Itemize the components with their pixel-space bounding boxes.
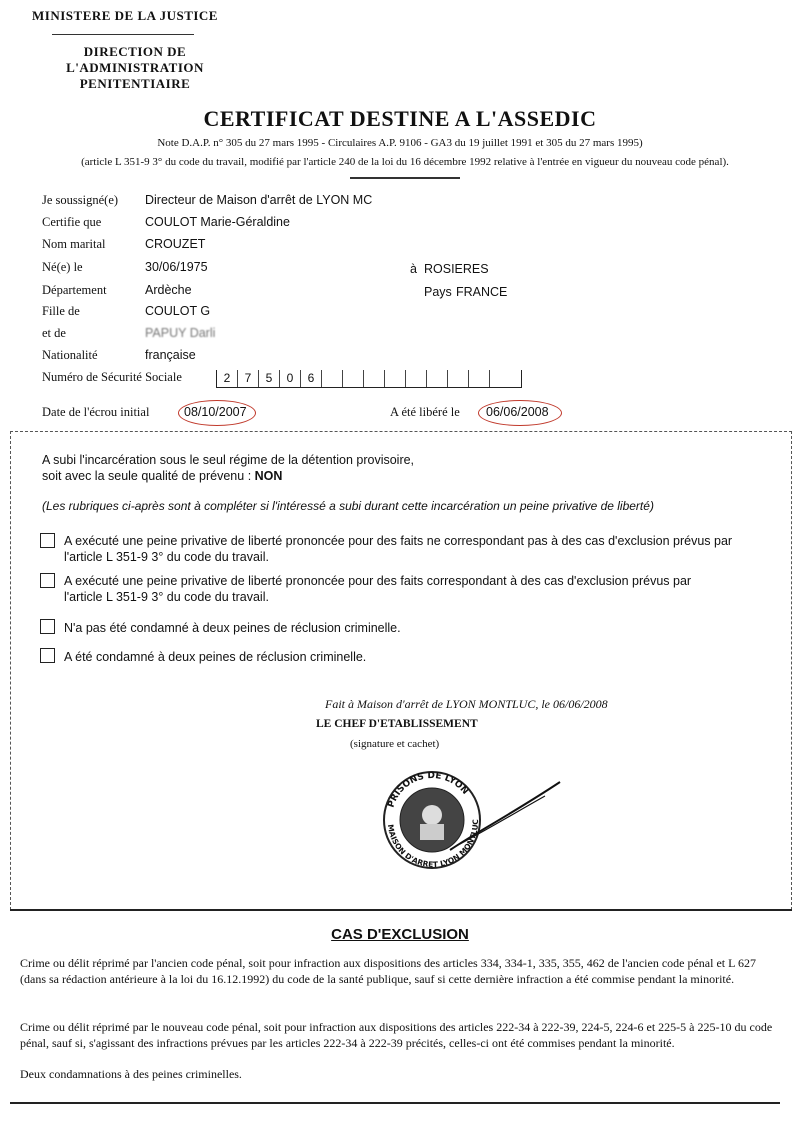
fait-a-line: Fait à Maison d'arrêt de LYON MONTLUC, le 06/06/2008 [325,697,608,711]
exclusion-title: CAS D'EXCLUSION [331,926,469,943]
nom-marital-label: Nom marital [42,237,106,251]
nss-digit: 5 [259,370,280,387]
nss-digit [322,370,343,387]
exclusion-para-2: Crime ou délit réprimé par le nouveau code pénal, soit pour infraction aux dispositions des articles 222-34 à 222-39, 224-5, 224-6 et 225-5 à 225-10 du code pénal, sauf si, s'agissant des infractions prévues par les articles 222-34 à 222-39 précités, celles-ci ont été commises pendant la minorité. [20,1020,773,1050]
pays-label: Pays [424,285,452,299]
direction-line-2: L'ADMINISTRATION [66,60,204,75]
a-value: ROSIERES [424,262,489,276]
note-line-2: (article L 351-9 3° du code du travail, modifié par l'article 240 de la loi du 16 décembre 1992 relative à l'entrée en vigueur du nouveau code pénal). [81,156,729,168]
ne-le-label: Né(e) le [42,260,83,274]
direction-line-1: DIRECTION DE [83,44,187,59]
ecrou-value: 08/10/2007 [184,405,247,419]
nationalite-value: française [145,348,196,362]
et-de-label: et de [42,326,66,340]
checkbox-not-condemned-twice[interactable] [40,619,55,634]
soussigne-label: Je soussigné(e) [42,193,119,207]
checkbox-label-1b: l'article L 351-9 3° du code du travail. [64,550,269,564]
ministry-heading: MINISTERE DE LA JUSTICE [32,8,218,23]
title-rule [350,177,460,179]
fille-de-value: COULOT G [145,304,211,318]
checkbox-label-2a: A exécuté une peine privative de liberté prononcée pour des faits correspondant à des cas d'exclusion prévus par [64,574,692,588]
detention-question: soit avec la seule qualité de prévenu : [42,469,252,483]
nss-digit [364,370,385,387]
detention-line-1: A subi l'incarcération sous le seul régime de la détention provisoire, [42,453,415,467]
soussigne-value: Directeur de Maison d'arrêt de LYON MC [145,193,373,207]
section-divider [10,909,792,911]
header-rule [52,34,194,35]
nss-digit [385,370,406,387]
departement-value: Ardèche [145,283,192,297]
fille-de-label: Fille de [42,304,80,318]
checkbox-exclusion[interactable] [40,573,55,588]
a-label: à [410,262,417,276]
certifie-label: Certifie que [42,215,102,229]
nss-digit: 0 [280,370,301,387]
nss-label: Numéro de Sécurité Sociale [42,370,182,384]
detention-line-2 [42,468,282,484]
ne-le-value: 30/06/1975 [145,260,208,274]
bottom-rule [10,1102,780,1104]
departement-label: Département [42,283,107,297]
et-de-value: PAPUY Darli [145,326,216,340]
checkbox-no-exclusion[interactable] [40,533,55,548]
libere-value: 06/06/2008 [486,405,549,419]
checkbox-label-1a: A exécuté une peine privative de liberté prononcée pour des faits ne correspondant pas à des cas d'exclusion prévus par [64,534,733,548]
nss-digit: 7 [238,370,259,387]
nss-digit [469,370,490,387]
exclusion-para-3: Deux condamnations à des peines criminelles. [20,1067,242,1081]
detention-note: (Les rubriques ci-après sont à compléter si l'intéressé a subi durant cette incarcération un peine privative de liberté) [42,499,654,513]
nss-digit: 2 [217,370,238,387]
direction-line-3: PENITENTIAIRE [79,76,191,91]
stamp-bottom-text: MAISON D'ARRET LYON MONTLUC [385,819,481,870]
chef-etablissement: LE CHEF D'ETABLISSEMENT [316,718,478,730]
signature-caption: (signature et cachet) [350,738,440,750]
checkbox-label-4: A été condamné à deux peines de réclusion criminelle. [64,650,367,664]
nss-digit [406,370,427,387]
checkbox-label-2b: l'article L 351-9 3° du code du travail. [64,590,269,604]
exclusion-para-1: Crime ou délit réprimé par l'ancien code pénal, soit pour infraction aux dispositions des articles 334, 334-1, 335, 355, 462 de l'ancien code pénal et L 627 (dans sa rédaction antérieure à la loi du 16.12.1992) du code de la santé publique, sauf si cette dernière infraction a été commise pendant la minorité. [20,956,757,986]
nss-digit [490,370,511,387]
nss-field [216,370,522,388]
stamp-top-text: PRISONS DE LYON [386,770,471,810]
certifie-value: COULOT Marie-Géraldine [145,215,290,229]
note-line-1: Note D.A.P. n° 305 du 27 mars 1995 - Circulaires A.P. 9106 - GA3 du 19 juillet 1991 et 305 du 27 mars 1995) [157,137,643,149]
nss-digit [343,370,364,387]
nom-marital-value: CROUZET [145,237,206,251]
checkbox-condemned-twice[interactable] [40,648,55,663]
ecrou-label: Date de l'écrou initial [42,405,150,419]
pays-value: FRANCE [456,285,508,299]
nationalite-label: Nationalité [42,348,98,362]
nss-digit: 6 [301,370,322,387]
libere-label: A été libéré le [390,405,460,419]
checkbox-label-3: N'a pas été condamné à deux peines de réclusion criminelle. [64,621,401,635]
nss-digit [448,370,469,387]
page-title: CERTIFICAT DESTINE A L'ASSEDIC [203,106,597,131]
detention-answer: NON [254,469,283,483]
nss-digit [427,370,448,387]
official-stamp [370,760,570,880]
